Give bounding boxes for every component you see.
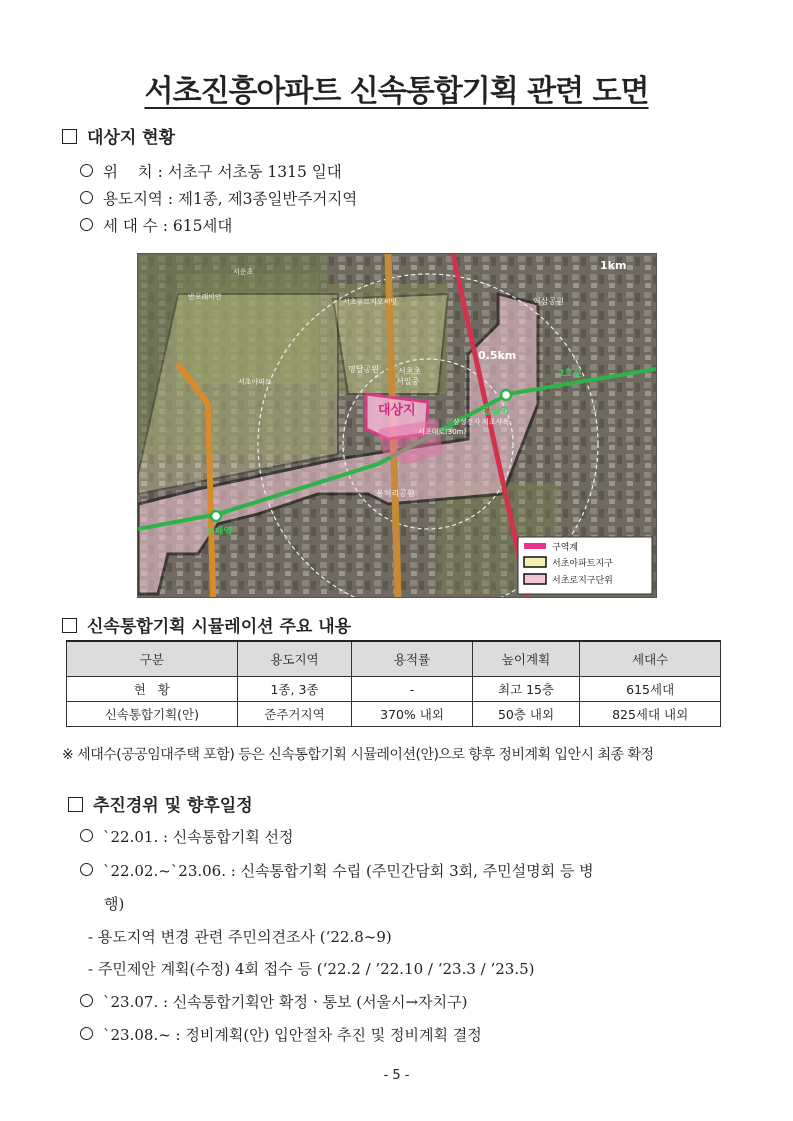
table-cell: 신속통합기획(안) (67, 702, 238, 727)
map-apt-banpo: 반포래미안 (188, 293, 222, 301)
map-station-gyodae: 교대역 (206, 527, 233, 537)
site-zoning-line (80, 187, 357, 209)
map-scale-1km: 1km (600, 259, 627, 272)
site-households-line (80, 214, 232, 236)
site-households-text: 세 대 수 : 615세대 (103, 217, 233, 235)
map-school-seoun: 서운초 (233, 268, 254, 276)
schedule-item-text: 행) (104, 895, 125, 913)
table-cell: 615세대 (580, 677, 721, 702)
section-heading-text: 추진경위 및 향후일정 (93, 796, 253, 816)
table-row (67, 702, 721, 727)
section-heading-site (62, 123, 175, 148)
circle-bullet-icon (80, 218, 93, 231)
map-school-seoil: 서일중 (396, 377, 420, 386)
circle-bullet-icon (80, 994, 93, 1007)
schedule-item (80, 1024, 482, 1045)
checkbox-square-icon (62, 129, 77, 144)
site-location-text: 위 치 : 서초구 서초동 1315 일대 (103, 163, 342, 181)
table-header-cell: 용적률 (352, 641, 472, 677)
table-header-cell: 용도지역 (237, 641, 352, 677)
section-heading-text: 대상지 현황 (87, 128, 176, 148)
map-park-myeongdal: 명달공원 (348, 365, 379, 374)
checkbox-square-icon (62, 618, 77, 633)
map-misc-samsung: 삼성전자 서초사옥 (453, 418, 510, 426)
map-scale-05km: 0.5km (478, 349, 517, 362)
page-title (0, 66, 793, 110)
map-legend (518, 537, 652, 594)
schedule-subitem (88, 958, 535, 979)
legend-label-boundary: 구역계 (552, 543, 579, 553)
table-cell: - (352, 677, 472, 702)
schedule-item-continuation (104, 893, 124, 914)
schedule-item (80, 991, 467, 1012)
table-cell: 370% 내외 (352, 702, 472, 727)
section-heading-text: 신속통합기획 시뮬레이션 주요 내용 (87, 617, 352, 637)
checkbox-square-icon (68, 797, 83, 812)
site-location-line (80, 160, 342, 182)
schedule-subitem-text: - 용도지역 변경 관련 주민의견조사 (‘22.8~9) (88, 928, 392, 946)
table-cell: 50층 내외 (472, 702, 580, 727)
table-cell: 825세대 내외 (580, 702, 721, 727)
circle-bullet-icon (80, 829, 93, 842)
site-zoning-text: 용도지역 : 제1종, 제3종일반주거지역 (103, 190, 358, 208)
map-apt-prugio: 서초푸르지오써밋 (343, 298, 398, 306)
map-school-seocho: 서초초 (398, 367, 422, 376)
schedule-subitem-text: - 주민제안 계획(수정) 4회 접수 등 (‘22.2 / ’22.10 / ‘23.3 / ’23.5) (88, 960, 535, 978)
table-cell: 1종, 3종 (237, 677, 352, 702)
circle-bullet-icon (80, 191, 93, 204)
circle-bullet-icon (80, 164, 93, 177)
map-line2-label: 2호선 (558, 369, 582, 379)
table-header-cell: 높이계획 (472, 641, 580, 677)
legend-label-seocho-ro: 서초로지구단위 (552, 576, 613, 586)
circle-bullet-icon (80, 863, 93, 876)
legend-swatch-boundary (524, 543, 546, 549)
schedule-subitem (88, 926, 392, 947)
legend-label-apt-district: 서초아파트지구 (552, 559, 613, 569)
schedule-item-text: `23.07. : 신속통합기획안 확정ㆍ통보 (서울시→자치구) (103, 993, 468, 1011)
table-cell: 최고 15층 (472, 677, 580, 702)
page-number: - 5 - (383, 1068, 410, 1083)
legend-swatch-seocho-ro (524, 574, 546, 584)
table-cell: 준주거지역 (237, 702, 352, 727)
site-map-svg (138, 254, 656, 597)
schedule-item-text: `23.08.~ : 정비계획(안) 입안절차 추진 및 정비계획 결정 (103, 1026, 482, 1044)
legend-swatch-apt-district (524, 557, 546, 567)
table-cell: 현 황 (67, 677, 238, 702)
map-park-yeoksam: 역삼공원 (533, 297, 564, 306)
table-footnote: ※ 세대수(공공임대주택 포함) 등은 신속통합기획 시뮬레이션(안)으로 향후 정비계획 입안시 최종 확정 (62, 747, 654, 763)
simulation-table (66, 640, 721, 727)
table-header-row (67, 641, 721, 677)
map-station-gangnam: 강남역 (483, 407, 510, 417)
map-park-yongheo: 용허리공원 (376, 489, 415, 498)
table-header-cell: 세대수 (580, 641, 721, 677)
table-row (67, 677, 721, 702)
table-header-cell: 구분 (67, 641, 238, 677)
map-road-seochodae: 서초대로(30m) (418, 428, 467, 436)
schedule-item (80, 860, 594, 881)
map-target-label: 대상지 (378, 403, 416, 418)
page-title-text: 서초진흥아파트 신속통합기획 관련 도면 (144, 74, 649, 109)
site-map (137, 253, 657, 598)
map-apt-seocho: 서초아파트 (238, 378, 272, 386)
circle-bullet-icon (80, 1027, 93, 1040)
section-heading-simulation (62, 612, 351, 637)
schedule-item-text: `22.01. : 신속통합기획 선정 (103, 828, 294, 846)
section-heading-schedule (68, 791, 253, 816)
schedule-item (80, 826, 294, 847)
schedule-item-text: `22.02.~`23.06. : 신속통합기획 수립 (주민간담회 3회, 주민설명회 등 병 (103, 862, 594, 880)
